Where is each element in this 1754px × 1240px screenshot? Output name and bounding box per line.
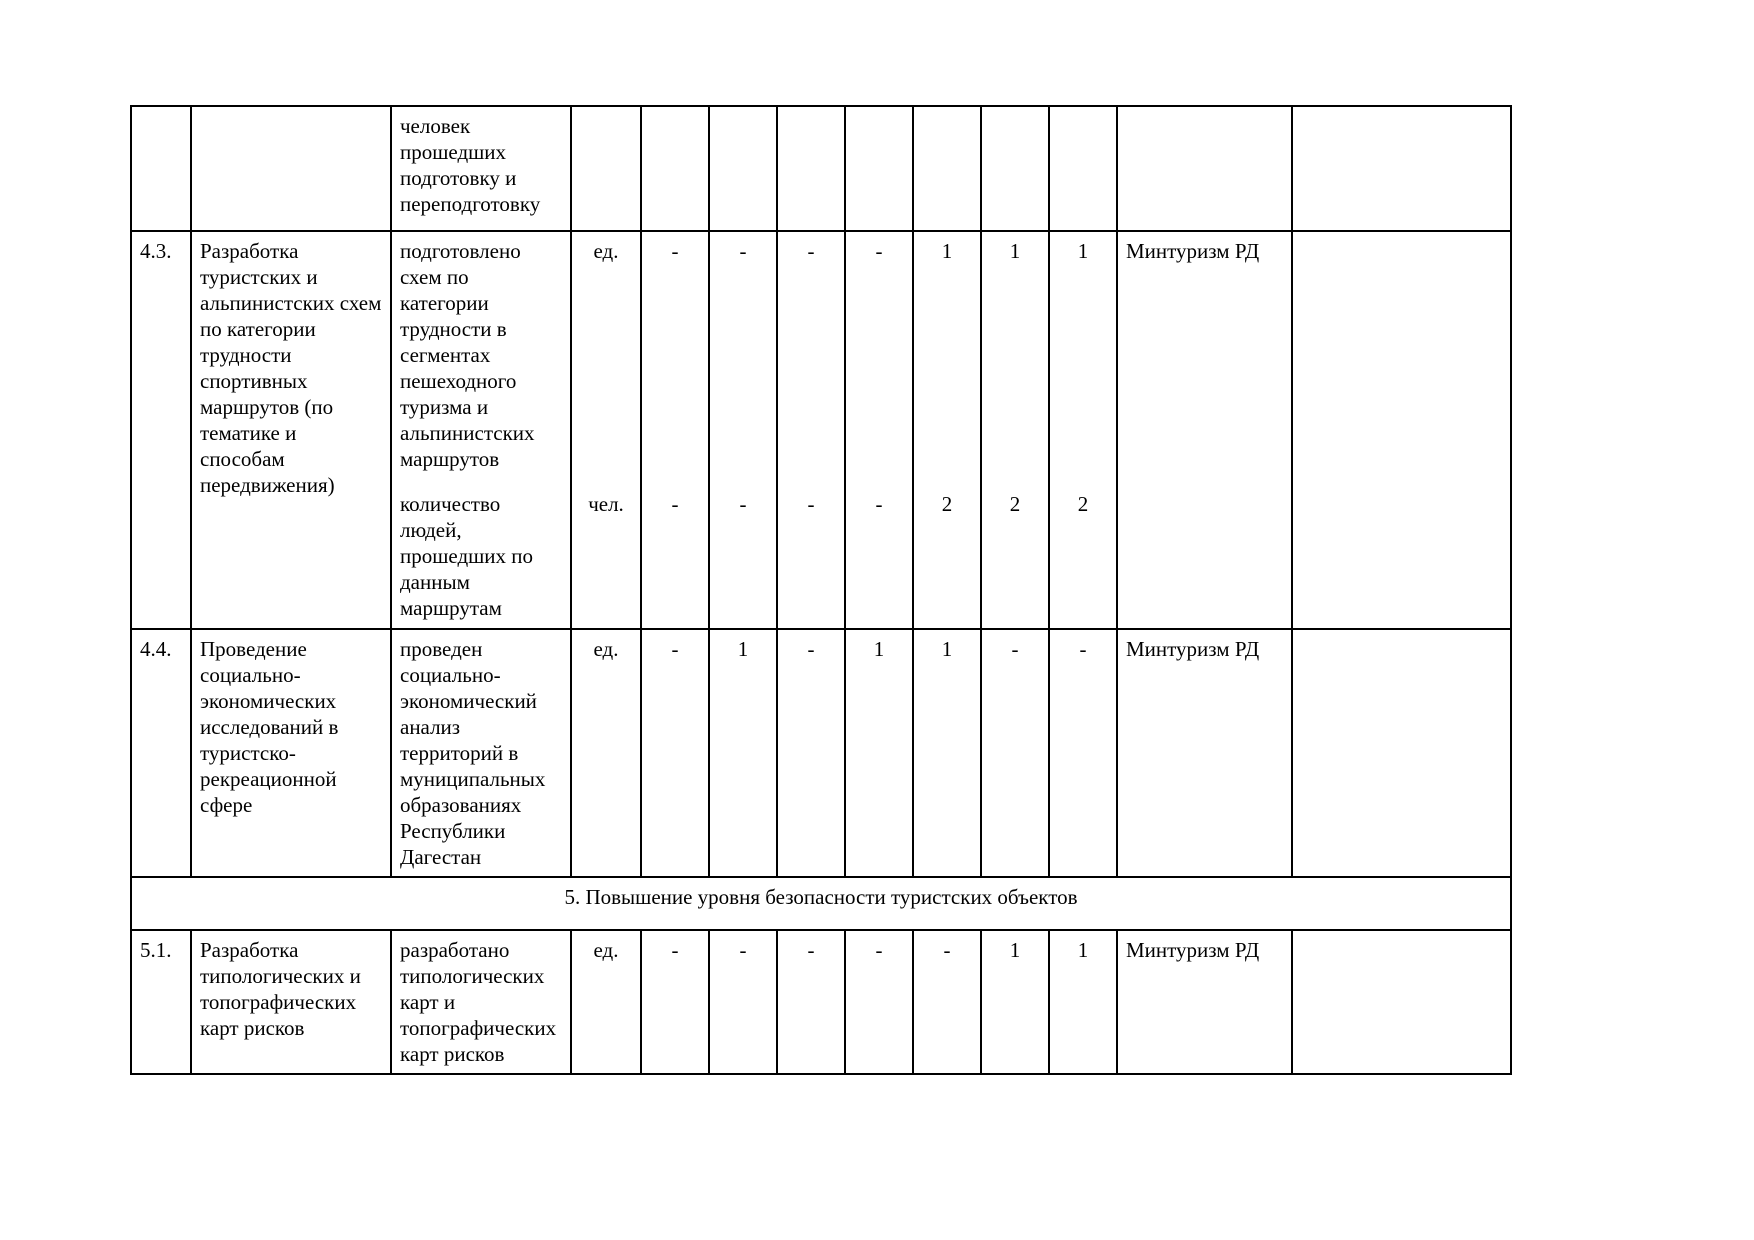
cell-responsible: Минтуризм РД: [1117, 231, 1292, 629]
cell-unit: ед.: [571, 930, 641, 1074]
value-text: -: [671, 239, 679, 263]
cell-value: -: [1049, 629, 1117, 877]
cell-value: [641, 231, 709, 629]
value-text: 1: [1077, 239, 1089, 263]
cell-value: [709, 231, 777, 629]
cell-activity: Разработка типологических и топографических карт рисков: [191, 930, 391, 1074]
table-row-4-3: [131, 231, 1511, 629]
cell-value: [845, 231, 913, 629]
cell-value: [641, 106, 709, 231]
cell-responsible: Минтуризм РД: [1117, 629, 1292, 877]
cell-value: [913, 231, 981, 629]
indicator-text: человек прошедших подготовку и переподготовку: [400, 114, 541, 216]
cell-value: -: [777, 930, 845, 1074]
unit-text: чел.: [588, 492, 624, 516]
cell-number: [131, 106, 191, 231]
cell-value: [913, 106, 981, 231]
cell-value: [1049, 231, 1117, 629]
value-text: 2: [941, 492, 953, 516]
cell-unit: [571, 106, 641, 231]
cell-value: [845, 106, 913, 231]
value-text: -: [739, 239, 747, 263]
cell-value: -: [981, 629, 1049, 877]
table-row-5-1: [131, 930, 1511, 1074]
cell-value: -: [709, 930, 777, 1074]
table-row-section-5: [131, 877, 1511, 930]
value-text: 2: [1077, 492, 1089, 516]
section-header: 5. Повышение уровня безопасности туристских объектов: [131, 877, 1511, 930]
cell-value: [777, 106, 845, 231]
cell-unit: [571, 231, 641, 629]
cell-indicator: проведен социально-экономический анализ территорий в муниципальных образованиях Республики Дагестан: [391, 629, 571, 877]
value-text: 1: [941, 239, 953, 263]
cell-value: -: [641, 930, 709, 1074]
cell-value: 1: [1049, 930, 1117, 1074]
cell-indicator: разработано типологических карт и топографических карт рисков: [391, 930, 571, 1074]
table-row-4-4: [131, 629, 1511, 877]
cell-responsible: [1117, 106, 1292, 231]
cell-indicator: [391, 231, 571, 629]
cell-value: -: [913, 930, 981, 1074]
cell-value: 1: [913, 629, 981, 877]
cell-activity: [191, 106, 391, 231]
indicator-text: количество людей, прошедших по данным маршрутам: [400, 492, 534, 620]
cell-extra: [1292, 231, 1511, 629]
cell-number: 4.4.: [131, 629, 191, 877]
value-text: -: [875, 492, 883, 516]
cell-extra: [1292, 629, 1511, 877]
cell-number: 5.1.: [131, 930, 191, 1074]
cell-value: [981, 231, 1049, 629]
indicator-text: подготовлено схем по категории трудности в сегментах пешеходного туризма и альпинистских маршрутов: [400, 239, 535, 471]
unit-text: ед.: [593, 239, 619, 263]
cell-value: [709, 106, 777, 231]
cell-value: [777, 231, 845, 629]
program-measures-table: [130, 105, 1512, 1075]
cell-value: -: [845, 930, 913, 1074]
value-text: -: [739, 492, 747, 516]
value-text: 2: [1009, 492, 1021, 516]
cell-value: 1: [845, 629, 913, 877]
cell-value: [1049, 106, 1117, 231]
cell-extra: [1292, 106, 1511, 231]
cell-activity: Проведение социально-экономических исследований в туристско-рекреационной сфере: [191, 629, 391, 877]
value-text: -: [807, 239, 815, 263]
cell-value: [981, 106, 1049, 231]
value-text: -: [875, 239, 883, 263]
cell-unit: ед.: [571, 629, 641, 877]
cell-value: -: [777, 629, 845, 877]
cell-value: 1: [981, 930, 1049, 1074]
table-row-continuation: [131, 106, 1511, 231]
cell-responsible: Минтуризм РД: [1117, 930, 1292, 1074]
cell-extra: [1292, 930, 1511, 1074]
value-text: 1: [1009, 239, 1021, 263]
value-text: -: [807, 492, 815, 516]
value-text: -: [671, 492, 679, 516]
cell-activity: Разработка туристских и альпинистских схем по категории трудности спортивных маршрутов (по тематике и способам передвижения): [191, 231, 391, 629]
cell-value: 1: [709, 629, 777, 877]
cell-number: 4.3.: [131, 231, 191, 629]
cell-indicator: [391, 106, 571, 231]
cell-value: -: [641, 629, 709, 877]
